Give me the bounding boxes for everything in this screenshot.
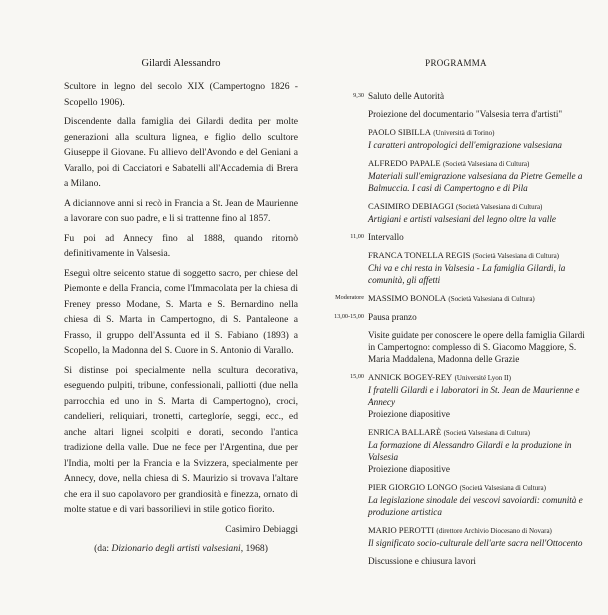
speaker-affiliation: (Società Valsesiana di Cultura) [443, 429, 530, 437]
time-label: 13,00-15,00 [334, 313, 364, 320]
biography-column [64, 58, 298, 561]
program-block-lunch [318, 311, 594, 365]
program-item: Proiezione diapositive [368, 409, 450, 419]
speaker-line [368, 481, 594, 494]
speaker-affiliation: (Società Valsesiana di Cultura) [456, 203, 543, 211]
talk-title: Materiali sull'emigrazione valsesiana da Pietre Gemelle a Balmuccia. I casi di Campertogno e di Pila [368, 171, 583, 193]
speaker-line [368, 249, 594, 262]
biography-title: Gilardi Alessandro [141, 58, 221, 69]
speaker-line [368, 292, 594, 305]
bio-source-prefix: (da: [94, 543, 112, 554]
bio-paragraph-6: Si distinse poi specialmente nella scultura decorativa, eseguendo pulpiti, tribune, confessionali, palliotti (due nella parrocchia ed uno in S. Marta di Campertogno), croci, candelieri, reliquiari, tronetti, cartegloríe, seggi, ecc., ed anche altari lignei scolpiti e dorati, secondo l'antica tradizione della valle. Due ne fece per l'Argentina, due per l'India, molti per la Francia e la Svizzera, specialmente per Annecy, dove, nella chiesa di S. Maurizio si trovava l'altare che era il suo capolavoro per grandiosità e finezza, ornato di molte statue e di vari bassorilievi in stile gotico fiorito. [64, 364, 298, 515]
moderator-name: MASSIMO BONOLA [368, 293, 447, 303]
talk-title: La formazione di Alessandro Gilardi e la produzione in Valsesia [368, 440, 572, 462]
bio-source [64, 541, 298, 557]
talk-title: I fratelli Gilardi e i laboratori in St. Jean de Maurienne e Annecy [368, 385, 580, 407]
talk-title: I caratteri antropologici dell'emigrazione valsesiana [368, 140, 563, 150]
bio-paragraph-3: A diciannove anni si recò in Francia a St. Jean de Maurienne a lavorare con suo padre, e li si trattenne fino al 1857. [64, 197, 298, 224]
speaker-name: PIER GIORGIO LONGO [368, 482, 458, 492]
program-title: PROGRAMMA [425, 58, 487, 68]
talk-title: Chi va e chi resta in Valsesia - La famiglia Gilardi, la comunità, gli affetti [368, 263, 566, 285]
speaker-name: ANNICK BOGEY-REY [368, 372, 453, 382]
speaker-affiliation: (direttore Archivio Diocesano di Novara) [436, 527, 552, 535]
bio-source-suffix: , 1968) [240, 543, 268, 554]
speaker-name: MARIO PEROTTI [368, 525, 435, 535]
program-item: Visite guidate per conoscere le opere della famiglia Gilardi in Campertogno: complesso di S. Giacomo Maggiore, S. Maria Maddalena, Madonna delle Grazie [368, 330, 585, 364]
program-column [318, 58, 594, 567]
program-block-late-morning [318, 231, 594, 286]
speaker-line [368, 126, 594, 139]
bio-source-title: Dizionario degli artisti valsesiani [111, 543, 241, 554]
bio-paragraph-5: Eseguì oltre seicento statue di soggetto sacro, per chiese del Piemonte e della Francia, come l'Immacolata per la chiesa di Freney presso Modane, S. Marta e S. Bernardino nella chiesa di S. Marta in Campertogno, di S. Pantaleone a Frasso, il gruppo dell'Assunta ed il S. Fabiano (1893) a Scopello, la Madonna del S. Cuore in S. Antonio di Varallo. [64, 267, 298, 356]
speaker-name: ENRICA BALLARÈ [368, 427, 442, 437]
program-block-moderator [318, 292, 594, 305]
speaker-name: FRANCA TONELLA REGIS [368, 250, 471, 260]
speaker-affiliation: (Università di Torino) [433, 129, 495, 137]
speaker-affiliation: (Società Valsesiana di Cultura) [472, 252, 560, 260]
bio-paragraph-2: Discendente dalla famiglia dei Gilardi dedita per molte generazioni alla scultura lignea, e figlio dello scultore Giuseppe il Giovane. Fu allievo dell'Avondo e del Geniani a Varallo, poi di Cacciatori e Sabatelli all'Accademia di Brera a Milano. [64, 116, 298, 189]
time-label: 15,00 [350, 373, 364, 380]
speaker-affiliation: (Società Valsesiana di Cultura) [459, 484, 546, 492]
speaker-line [368, 524, 594, 537]
program-block-morning [318, 90, 594, 225]
talk-title: La legislazione sinodale dei vescovi savoiardi: comunità e produzione artistica [368, 495, 583, 517]
program-item: Pausa pranzo [368, 312, 417, 322]
bio-paragraph-4: Fu poi ad Annecy fino al 1888, quando ritornò definitivamente in Valsesia. [64, 232, 298, 259]
program-item: Proiezione del documentario "Valsesia terra d'artisti" [368, 109, 563, 119]
moderator-label: Moderatore [335, 294, 364, 301]
talk-title: Il significato socio-culturale dell'arte sacra nell'Ottocento [368, 538, 583, 548]
speaker-name: CASIMIRO DEBIAGGI [368, 201, 454, 211]
program-block-afternoon [318, 371, 594, 567]
speaker-name: ALFREDO PAPALE [368, 158, 441, 168]
bio-paragraph-1: Scultore in legno del secolo XIX (Campertogno 1826 - Scopello 1906). [64, 81, 298, 108]
speaker-line [368, 157, 594, 170]
program-item: Saluto delle Autorità [368, 91, 445, 101]
program-item: Discussione e chiusura lavori [368, 556, 476, 566]
speaker-name: PAOLO SIBILLA [368, 127, 431, 137]
program-item: Intervallo [368, 232, 404, 242]
moderator-affiliation: (Società Valsesiana di Cultura) [448, 295, 535, 303]
speaker-line [368, 371, 594, 384]
talk-title: Artigiani e artisti valsesiani del legno oltre la valle [368, 214, 556, 224]
speaker-line [368, 426, 594, 439]
bio-signature: Casimiro Debiaggi [225, 523, 298, 535]
time-label: 9,30 [353, 92, 364, 99]
speaker-line [368, 200, 594, 213]
time-label: 11,00 [350, 233, 364, 240]
speaker-affiliation: (Université Lyon II) [454, 374, 511, 382]
speaker-affiliation: (Società Valsesiana di Cultura) [442, 160, 530, 168]
program-item: Proiezione diapositive [368, 464, 450, 474]
